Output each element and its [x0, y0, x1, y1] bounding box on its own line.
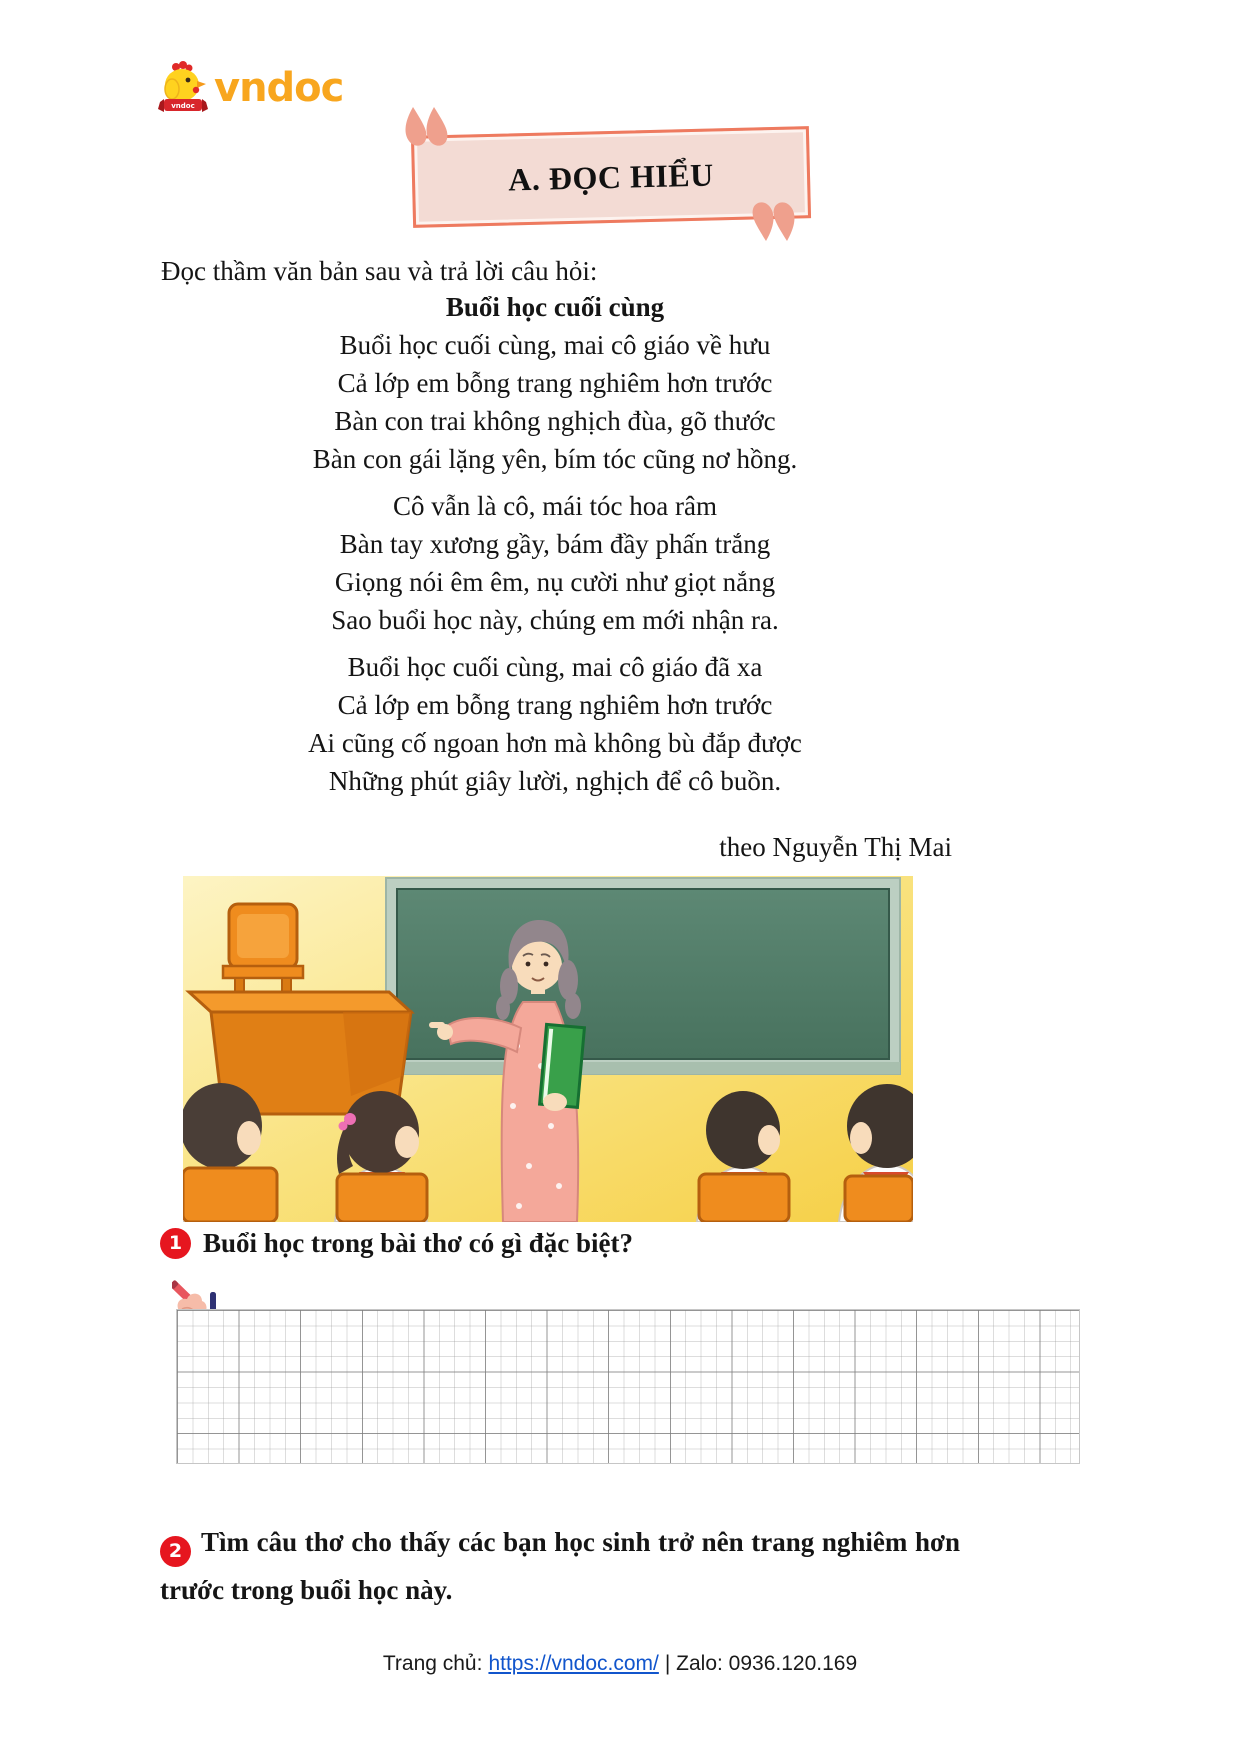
- question-1-text: Buổi học trong bài thơ có gì đặc biệt?: [203, 1228, 633, 1258]
- poem-stanza: [140, 487, 970, 639]
- poem-line: Cô vẫn là cô, mái tóc hoa râm: [393, 491, 717, 521]
- quote-marks-icon: [750, 195, 798, 241]
- question-2-badge: 2: [160, 1536, 191, 1567]
- classroom-illustration: [183, 876, 913, 1222]
- poem-title: Buổi học cuối cùng: [445, 292, 665, 322]
- footer-home-label: Trang chủ:: [382, 1652, 483, 1675]
- poem-stanza: [140, 326, 970, 478]
- poem-line: Buổi học cuối cùng, mai cô giáo đã xa: [347, 652, 763, 682]
- question-1-badge: 1: [160, 1228, 191, 1259]
- logo-wordmark: vndoc: [214, 65, 344, 111]
- poem-line: Bàn con trai không nghịch đùa, gõ thước: [334, 406, 776, 436]
- poem-line: Ai cũng cố ngoan hơn mà không bù đắp được: [308, 728, 802, 758]
- poem-line: Những phút giây lười, nghịch để cô buồn.: [328, 766, 782, 796]
- quote-marks-icon: [402, 107, 450, 153]
- question-2-text: Tìm câu thơ cho thấy các bạn học sinh trở nên trang nghiêm hơn trước trong buổi học này.: [160, 1527, 960, 1605]
- intro-text: Đọc thầm văn bản sau và trả lời câu hỏi:: [161, 256, 598, 286]
- poem-line: Bàn tay xương gầy, bám đầy phấn trắng: [339, 529, 771, 559]
- poem-line: Sao buổi học này, chúng em mới nhận ra.: [331, 605, 779, 635]
- question-1: [160, 1228, 633, 1259]
- vndoc-logo: [156, 60, 343, 116]
- poem-line: Buổi học cuối cùng, mai cô giáo về hưu: [339, 330, 771, 360]
- poem-line: Giọng nói êm êm, nụ cười như giọt nắng: [334, 567, 776, 597]
- vndoc-link[interactable]: https://vndoc.com/: [488, 1652, 659, 1675]
- question-2: [160, 1519, 960, 1613]
- logo-ribbon-text: vndoc: [171, 102, 195, 110]
- page-footer: [0, 1652, 1240, 1676]
- answer-writing-grid: [176, 1309, 1080, 1464]
- section-title: A. ĐỌC HIỂU: [507, 155, 715, 198]
- chalkboard: [386, 878, 900, 1074]
- chicken-mascot-icon: [156, 60, 210, 116]
- poem-attribution: theo Nguyễn Thị Mai: [719, 832, 952, 862]
- section-banner: [412, 131, 810, 223]
- poem-line: Cả lớp em bỗng trang nghiêm hơn trước: [337, 690, 773, 720]
- poem-stanza: [140, 648, 970, 800]
- poem-line: Bàn con gái lặng yên, bím tóc cũng nơ hồng.: [312, 444, 798, 474]
- poem: [140, 288, 970, 809]
- footer-zalo-label: | Zalo: 0936.120.169: [664, 1652, 858, 1675]
- poem-line: Cả lớp em bỗng trang nghiêm hơn trước: [337, 368, 773, 398]
